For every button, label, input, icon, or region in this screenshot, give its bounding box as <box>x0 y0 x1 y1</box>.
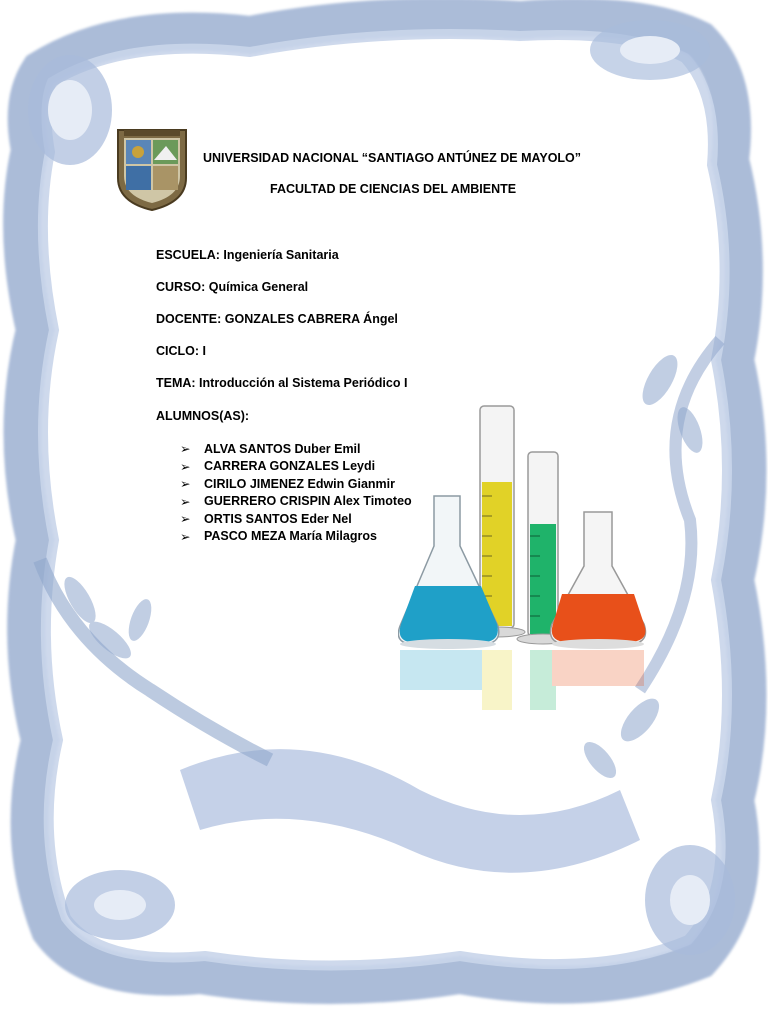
list-item <box>180 458 412 476</box>
school-field: ESCUELA: Ingeniería Sanitaria <box>156 248 339 262</box>
arrow-bullet-icon: ➢ <box>180 512 191 527</box>
teacher-field: DOCENTE: GONZALES CABRERA Ángel <box>156 312 398 326</box>
faculty-name: FACULTAD DE CIENCIAS DEL AMBIENTE <box>270 182 517 196</box>
arrow-bullet-icon: ➢ <box>180 477 191 492</box>
list-item <box>180 528 412 546</box>
student-name: ORTIS SANTOS Eder Nel <box>204 511 352 526</box>
university-seal-icon <box>114 126 190 212</box>
arrow-bullet-icon: ➢ <box>180 494 191 509</box>
students-list <box>180 440 412 545</box>
student-name: PASCO MEZA María Milagros <box>204 529 377 544</box>
students-label: ALUMNOS(AS): <box>156 409 250 423</box>
orange-flask-icon <box>551 512 646 649</box>
arrow-bullet-icon: ➢ <box>180 459 191 474</box>
cycle-field: CICLO: I <box>156 344 206 358</box>
arrow-bullet-icon: ➢ <box>180 529 191 544</box>
arrow-bullet-icon: ➢ <box>180 442 191 457</box>
student-name: ALVA SANTOS Duber Emil <box>204 441 361 456</box>
list-item <box>180 510 412 528</box>
topic-field: TEMA: Introducción al Sistema Periódico I <box>156 376 408 390</box>
lab-glassware-image <box>398 396 658 710</box>
list-item <box>180 475 412 493</box>
list-item <box>180 493 412 511</box>
university-name: UNIVERSIDAD NACIONAL “SANTIAGO ANTÚNEZ DE MAYOLO” <box>203 151 582 165</box>
list-item <box>180 440 412 458</box>
student-name: GUERRERO CRISPIN Alex Timoteo <box>204 494 412 509</box>
course-field: CURSO: Química General <box>156 280 309 294</box>
student-name: CIRILO JIMENEZ Edwin Gianmir <box>204 476 395 491</box>
student-name: CARRERA GONZALES Leydi <box>204 459 376 474</box>
